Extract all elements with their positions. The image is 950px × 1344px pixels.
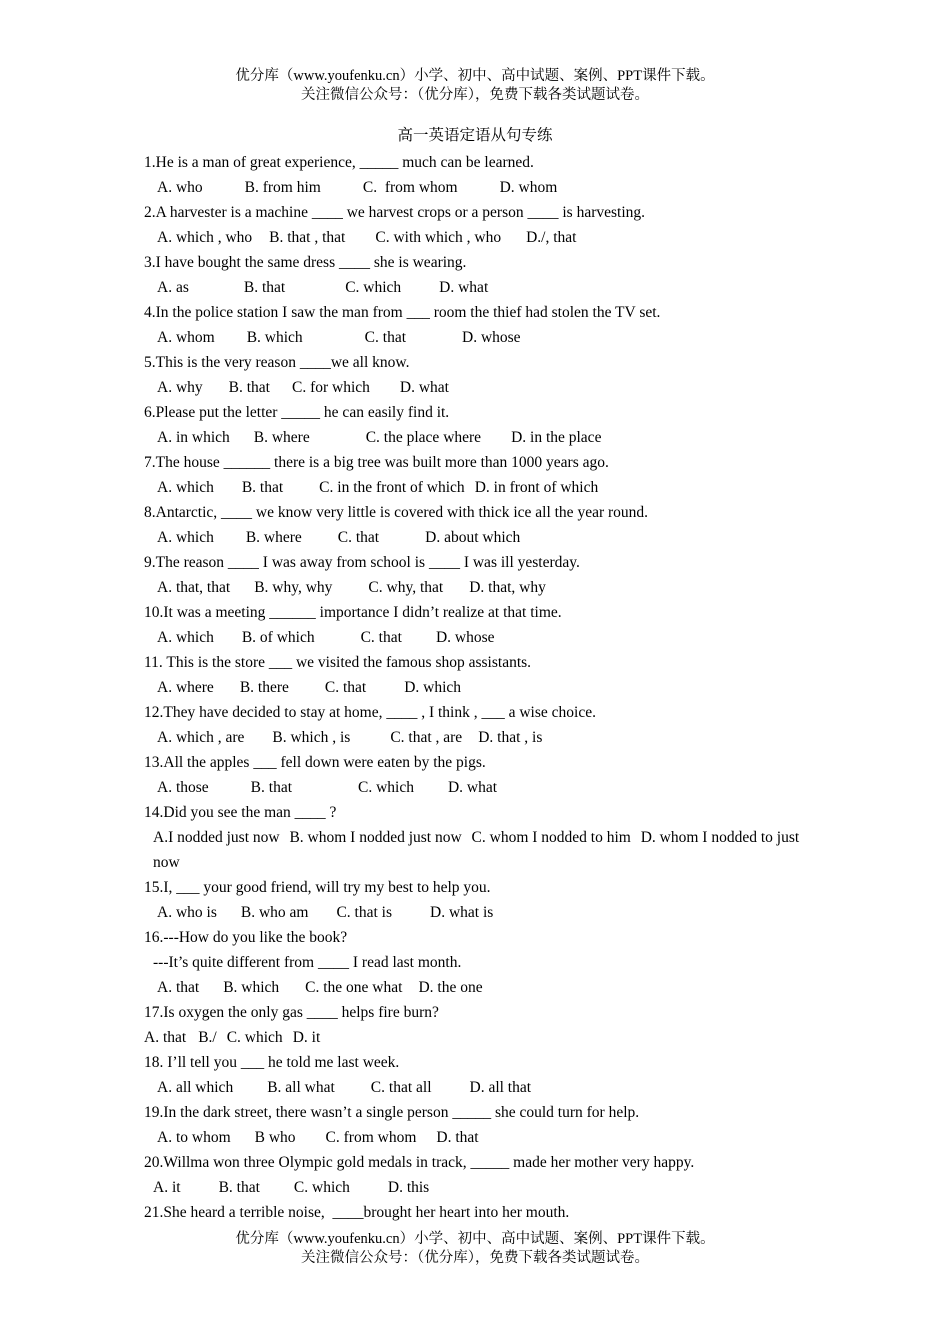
- answer-option[interactable]: D. what: [439, 279, 489, 296]
- question-stem: 19.In the dark street, there wasn’t a single person _____ she could turn for help.: [144, 1104, 640, 1121]
- question-stem: 6.Please put the letter _____ he can easily find it.: [144, 404, 450, 421]
- answer-option[interactable]: A. which: [157, 629, 214, 646]
- answer-option[interactable]: D. in front of which: [474, 479, 599, 496]
- answer-options: [144, 775, 814, 800]
- answer-option[interactable]: B. there: [239, 679, 289, 696]
- answer-option[interactable]: D. whose: [462, 329, 521, 346]
- question-stem: 13.All the apples ___ fell down were eaten by the pigs.: [144, 754, 486, 771]
- answer-option[interactable]: A. those: [157, 779, 209, 796]
- question-stem: 1.He is a man of great experience, _____ much can be learned.: [144, 154, 534, 171]
- question-stem: 3.I have bought the same dress ____ she is wearing.: [144, 254, 467, 271]
- answer-option[interactable]: D. the one: [418, 979, 483, 996]
- question-stem: 9.The reason ____ I was away from school is ____ I was ill yesterday.: [144, 554, 580, 571]
- answer-option[interactable]: D. all that: [469, 1079, 532, 1096]
- answer-option[interactable]: C. that , are: [390, 729, 463, 746]
- answer-option[interactable]: B. from him: [244, 179, 321, 196]
- answer-option[interactable]: A. who is: [157, 904, 217, 921]
- question-stem: 2.A harvester is a machine ____ we harvest crops or a person ____ is harvesting.: [144, 204, 646, 221]
- answer-option[interactable]: A. who: [157, 179, 203, 196]
- answer-option[interactable]: C. why, that: [368, 579, 444, 596]
- answer-option[interactable]: C. with which , who: [375, 229, 502, 246]
- answer-option[interactable]: A. which: [157, 479, 214, 496]
- answer-option[interactable]: D. that: [436, 1129, 479, 1146]
- answer-options: [144, 1175, 814, 1200]
- answer-options: [144, 375, 814, 400]
- page-header-line-1: 优分库（www.youfenku.cn）小学、初中、高中试题、案例、PPT课件下载。: [235, 68, 715, 84]
- answer-option[interactable]: B. which , is: [272, 729, 351, 746]
- answer-option[interactable]: B. whom I nodded just now: [289, 829, 462, 846]
- answer-option[interactable]: D. in the place: [511, 429, 602, 446]
- answer-option[interactable]: C. from whom: [362, 179, 458, 196]
- answer-option[interactable]: B. of which: [241, 629, 315, 646]
- answer-option[interactable]: A. all which: [157, 1079, 234, 1096]
- answer-options: [144, 675, 814, 700]
- answer-option[interactable]: B. that: [218, 1179, 260, 1196]
- answer-option[interactable]: C. in the front of which: [319, 479, 465, 496]
- answer-option[interactable]: B. why, why: [254, 579, 333, 596]
- page-footer-line-1: 优分库（www.youfenku.cn）小学、初中、高中试题、案例、PPT课件下载。: [235, 1231, 715, 1247]
- question-stem: 7.The house ______ there is a big tree was built more than 1000 years ago.: [144, 454, 609, 471]
- answer-option[interactable]: C. that all: [370, 1079, 432, 1096]
- answer-option[interactable]: B. that: [243, 279, 286, 296]
- answer-options: [144, 975, 814, 1000]
- answer-option[interactable]: C. which: [226, 1029, 283, 1046]
- page-title: 高一英语定语从句专练: [397, 127, 553, 144]
- answer-option[interactable]: B. that: [228, 379, 270, 396]
- answer-option[interactable]: A. that: [144, 1029, 187, 1046]
- answer-option[interactable]: B. all what: [267, 1079, 335, 1096]
- answer-option[interactable]: B./: [198, 1029, 217, 1046]
- answer-option[interactable]: C. the one what: [305, 979, 403, 996]
- answer-options: [144, 1075, 814, 1100]
- answer-option[interactable]: A. that, that: [157, 579, 231, 596]
- answer-options: [144, 1125, 814, 1150]
- answer-option[interactable]: C. that: [337, 529, 380, 546]
- answer-option[interactable]: C. that: [324, 679, 367, 696]
- answer-option[interactable]: A. that: [157, 979, 200, 996]
- answer-option[interactable]: B. that , that: [269, 229, 346, 246]
- page-header-line-2: 关注微信公众号：（优分库），免费下载各类试题试卷。: [301, 87, 649, 103]
- question-stem: 4.In the police station I saw the man from ___ room the thief had stolen the TV set.: [144, 304, 661, 321]
- answer-option[interactable]: A. as: [157, 279, 189, 296]
- answer-option[interactable]: A. to whom: [157, 1129, 231, 1146]
- answer-option[interactable]: D. what: [447, 779, 498, 796]
- answer-option[interactable]: C. that: [360, 629, 402, 646]
- question-stem: 16.---How do you like the book?: [144, 929, 348, 946]
- answer-option[interactable]: A. where: [157, 679, 214, 696]
- answer-option[interactable]: C. which: [358, 779, 414, 796]
- question-stem: 21.She heard a terrible noise, ____brought her heart into her mouth.: [144, 1204, 570, 1221]
- answer-option[interactable]: C. which: [345, 279, 402, 296]
- question-stem-continuation: ---It’s quite different from ____ I read last month.: [153, 954, 462, 971]
- answer-option[interactable]: A. which: [157, 529, 214, 546]
- answer-option[interactable]: B. who am: [240, 904, 309, 921]
- question-stem: 8.Antarctic, ____ we know very little is covered with thick ice all the year round.: [144, 504, 649, 521]
- answer-option[interactable]: C. that is: [336, 904, 392, 921]
- answer-option[interactable]: D. that, why: [469, 579, 546, 596]
- answer-option[interactable]: C. that: [364, 329, 407, 346]
- question-stem: 10.It was a meeting ______ importance I didn’t realize at that time.: [144, 604, 562, 621]
- answer-options: [144, 575, 814, 600]
- answer-option[interactable]: D. whose: [435, 629, 495, 646]
- answer-option[interactable]: D. whom I nodded to just now: [153, 829, 800, 871]
- answer-option[interactable]: C. for which: [291, 379, 370, 396]
- question-stem: 12.They have decided to stay at home, ____ , I think , ___ a wise choice.: [144, 704, 596, 721]
- question-stem: 18. I’ll tell you ___ he told me last week.: [144, 1054, 400, 1071]
- answer-option[interactable]: B. that: [241, 479, 284, 496]
- answer-option[interactable]: A. it: [153, 1179, 181, 1196]
- answer-option[interactable]: A. which , are: [157, 729, 245, 746]
- answer-option[interactable]: C. from whom: [325, 1129, 417, 1146]
- question-stem: 14.Did you see the man ____ ?: [144, 804, 337, 821]
- answer-option[interactable]: B. which: [246, 329, 303, 346]
- answer-options: [144, 325, 814, 350]
- answer-option[interactable]: D. which: [404, 679, 462, 696]
- answer-option[interactable]: D./, that: [526, 229, 577, 246]
- answer-option[interactable]: B. that: [250, 779, 293, 796]
- answer-option[interactable]: B. where: [245, 529, 302, 546]
- answer-option[interactable]: D. it: [292, 1029, 321, 1046]
- question-list: [144, 150, 814, 1225]
- answer-option[interactable]: A. which , who: [157, 229, 253, 246]
- answer-options: [144, 275, 814, 300]
- question-stem: 20.Willma won three Olympic gold medals in track, _____ made her mother very happy.: [144, 1154, 695, 1171]
- question-stem: 5.This is the very reason ____we all know.: [144, 354, 410, 371]
- answer-option[interactable]: A.I nodded just now: [153, 829, 280, 846]
- answer-option[interactable]: C. whom I nodded to him: [471, 829, 631, 846]
- answer-option[interactable]: D. about which: [425, 529, 521, 546]
- answer-option[interactable]: A. why: [157, 379, 203, 396]
- answer-options: [144, 425, 814, 450]
- answer-options: [144, 475, 814, 500]
- question-stem: 17.Is oxygen the only gas ____ helps fire burn?: [144, 1004, 439, 1021]
- answer-options: [144, 900, 814, 925]
- answer-option[interactable]: D. what is: [430, 904, 494, 921]
- page-footer-line-2: 关注微信公众号：（优分库），免费下载各类试题试卷。: [301, 1250, 649, 1266]
- answer-options: [144, 825, 814, 875]
- answer-option[interactable]: B who: [254, 1129, 296, 1146]
- answer-option[interactable]: D. that , is: [478, 729, 543, 746]
- answer-option[interactable]: D. whom: [499, 179, 558, 196]
- answer-option[interactable]: A. in which: [157, 429, 230, 446]
- answer-option[interactable]: C. which: [293, 1179, 350, 1196]
- question-stem: 15.I, ___ your good friend, will try my best to help you.: [144, 879, 491, 896]
- answer-options: [144, 725, 814, 750]
- answer-option[interactable]: A. whom: [157, 329, 215, 346]
- answer-options: [144, 625, 814, 650]
- answer-option[interactable]: D. this: [387, 1179, 430, 1196]
- answer-options: [144, 525, 814, 550]
- answer-options: [144, 1025, 814, 1050]
- question-stem: 11. This is the store ___ we visited the famous shop assistants.: [144, 654, 532, 671]
- answer-option[interactable]: D. what: [399, 379, 449, 396]
- answer-option[interactable]: B. where: [253, 429, 310, 446]
- answer-option[interactable]: B. which: [223, 979, 280, 996]
- answer-option[interactable]: C. the place where: [365, 429, 482, 446]
- answer-options: [144, 175, 814, 200]
- answer-options: [144, 225, 814, 250]
